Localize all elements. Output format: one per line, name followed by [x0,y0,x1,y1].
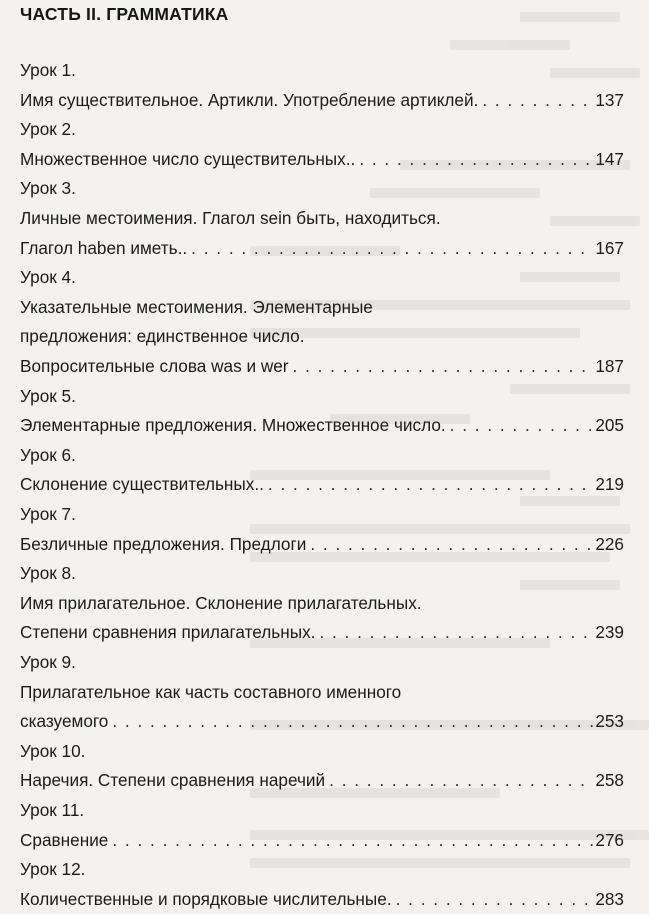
entry-title: Урок 4. [20,267,76,288]
entry-title: Личные местоимения. Глагол sein быть, находиться. [20,208,441,228]
page-number: 205 [595,415,624,436]
page-number: 253 [595,711,624,732]
dot-leader [315,617,593,647]
entry-title: Количественные и порядковые числительные. [20,888,392,909]
entry-title: Сравнение [20,829,109,850]
page-number: 167 [595,237,624,258]
entry-title: Имя прилагательное. Склонение прилагательных. [20,592,422,613]
entry-title: Урок 6. [20,444,76,465]
entry-title: Элементарные предложения. Множественное число. [20,415,446,436]
dot-leader [187,233,593,263]
toc-entry-text [20,292,624,322]
dot-leader [325,765,593,795]
entry-title: Урок 2. [20,119,76,140]
toc-entry [20,706,624,736]
entry-title: Наречия. Степени сравнения наречий [20,770,326,791]
lesson-label [20,647,624,677]
entry-title: предложения: единственное число. [20,326,305,347]
entry-title: Урок 1. [20,60,76,80]
page-number: 226 [595,533,624,554]
page-number: 219 [595,474,624,495]
dot-leader [108,825,593,855]
entry-title: Множественное число существительных.. [20,148,356,169]
lesson-label [20,499,624,529]
lesson-label [20,262,624,292]
entry-title: Урок 11. [20,800,85,820]
entry-title: Урок 5. [20,385,76,406]
lesson-label [20,173,624,203]
toc-entry-text [20,677,624,707]
page-number: 187 [595,356,624,376]
entry-title: Урок 9. [20,652,76,672]
page-number: 276 [595,829,624,850]
dot-leader [478,85,593,115]
toc-entry [20,410,624,440]
dot-leader [355,144,593,174]
lesson-label [20,736,624,766]
toc-entry [20,85,624,115]
dot-leader [264,469,593,499]
entry-title: Имя существительное. Артикли. Употребление артиклей. [20,89,479,110]
toc-entry [20,233,624,263]
entry-title: Степени сравнения прилагательных. [20,622,316,643]
page-number: 283 [595,888,624,909]
lesson-label [20,381,624,411]
toc-entry [20,765,624,795]
entry-title: Глагол haben иметь.. [20,237,188,258]
entry-title: Вопросительные слова was и wer [20,356,289,376]
entry-title: Прилагательное как часть составного именного [20,681,402,702]
toc-entry [20,351,624,381]
entry-title: Урок 3. [20,178,76,199]
lesson-label [20,854,624,884]
lesson-label [20,440,624,470]
lesson-label [20,114,624,144]
page-number: 258 [595,770,624,791]
lesson-label [20,558,624,588]
dot-leader [289,351,594,381]
entry-title: Безличные предложения. Предлоги [20,533,307,554]
lesson-label [20,55,624,85]
entry-title: Урок 10. [20,740,86,761]
dot-leader [446,410,594,440]
entry-title: Урок 8. [20,563,76,584]
toc-entry [20,617,624,647]
entry-title: Урок 12. [20,859,86,880]
toc-entry [20,144,624,174]
page-number: 137 [595,89,624,110]
toc-entry-text [20,588,624,618]
section-heading: ЧАСТЬ II. ГРАММАТИКА [20,4,229,24]
entry-title: сказуемого [20,711,109,732]
entry-title: Склонение существительных.. [20,474,264,495]
page-number: 147 [595,148,624,169]
toc-entry [20,825,624,855]
page-number: 239 [595,622,624,643]
dot-leader [306,529,593,559]
toc-entry-text [20,321,624,351]
toc-entry-text [20,203,624,233]
dot-leader [108,706,593,736]
entry-title: Указательные местоимения. Элементарные [20,296,373,317]
dot-leader [392,884,594,914]
toc-entry [20,884,624,914]
toc-entry [20,469,624,499]
lesson-label [20,795,624,825]
toc-entry [20,529,624,559]
entry-title: Урок 7. [20,504,76,524]
